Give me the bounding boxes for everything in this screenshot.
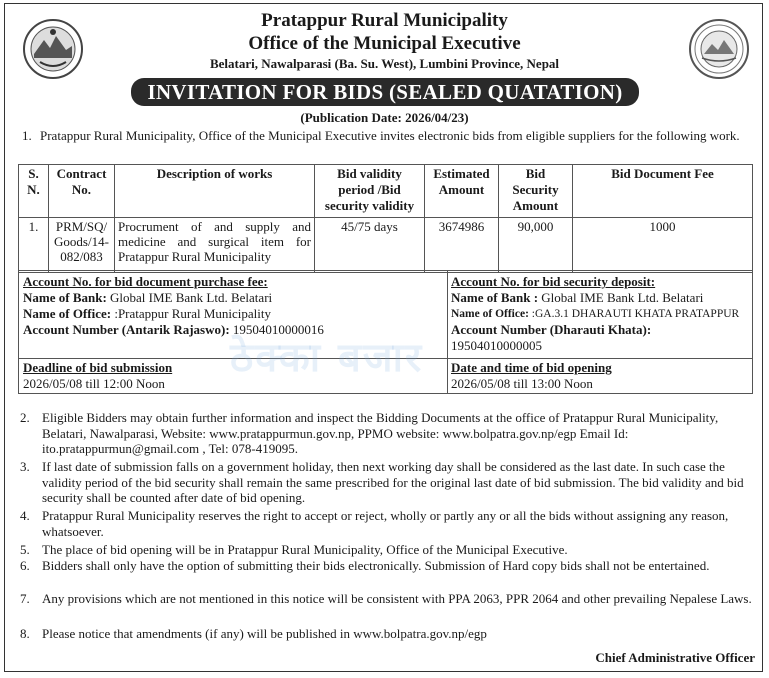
cell-sn: 1. [19,218,49,273]
table-header: Contract No. [49,165,115,218]
note-paragraph: Pratappur Rural Municipality reserves the right to accept or reject, wholly or partly any or all the bids without assigning any reason, whatsoever. [42,508,729,539]
fee-bank-line: Name of Bank: Global IME Bank Ltd. Belatari [23,290,273,305]
opening-title: Date and time of bid opening [451,360,612,375]
fee-office-line: Name of Office: :Pratappur Rural Municipality [23,306,272,321]
fee-account-number-line: Account Number (Antarik Rajaswo): 19504010000016 [23,322,324,337]
table-header: Bid Document Fee [573,165,753,218]
publication-date: (Publication Date: 2026/04/23) [300,110,469,125]
item-number: 4. [20,508,30,523]
cell-validity: 45/75 days [315,218,425,273]
note-paragraph: Bidders shall only have the option of submitting their bids electronically. Submission of Hard copy bids shall not be entertained. [42,558,710,573]
table-header: Bid Security Amount [499,165,573,218]
notice-title-banner: INVITATION FOR BIDS (SEALED QUATATION) [131,78,639,106]
cell-contract-no: PRM/SQ/ Goods/14- 082/083 [49,218,115,273]
note-paragraph: The place of bid opening will be in Pratappur Rural Municipality, Office of the Municipal Executive. [42,542,568,557]
item-number: 8. [20,626,30,641]
table-header: S. N. [19,165,49,218]
cell-estimated-amount: 3674986 [425,218,499,273]
note-paragraph: If last date of submission falls on a government holiday, then next working day shall be considered as the last date. In such case the validity period of the bid security shall remain the same prescribed for the original last date of bid submission. The bid validity and bid security shall be counted after date of bid opening. [42,459,744,505]
note-paragraph: Any provisions which are not mentioned in this notice will be consistent with PPA 2063, PPR 2064 and other prevailing Nepalese Laws. [42,591,752,606]
signatory-title: Chief Administrative Officer [595,650,755,665]
table-header: Description of works [115,165,315,218]
item-number: 1. [22,128,32,143]
bid-table [18,164,753,273]
table-header: Estimated Amount [425,165,499,218]
item-number: 6. [20,558,30,573]
cell-description: Procrument of and supply and medicine and surgical item for Pratappur Rural Municipality [115,218,315,273]
security-account-number-label: Account Number (Dharauti Khata): [451,322,652,337]
security-bank-line: Name of Bank : Global IME Bank Ltd. Belatari [451,290,704,305]
security-account-number: 19504010000005 [451,338,542,353]
security-account-title: Account No. for bid security deposit: [451,274,656,289]
intro-paragraph: Pratappur Rural Municipality, Office of the Municipal Executive invites electronic bids from eligible suppliers for the following work. [40,128,740,143]
office-address: Belatari, Nawalparasi (Ba. Su. West), Lumbini Province, Nepal [209,56,560,71]
item-number: 5. [20,542,30,557]
opening-value: 2026/05/08 till 13:00 Noon [451,376,593,391]
table-row [19,218,753,273]
municipality-name: Pratappur Rural Municipality [261,10,508,31]
cell-document-fee: 1000 [573,218,753,273]
note-paragraph: Eligible Bidders may obtain further information and inspect the Bidding Documents at the office of Pratappur Rural Municipality, Belatari, Nawalparasi, Website: www.pratappurmun.gov.np, PPMO website: www.bolpatra.gov.np/egp Email Id: ito.pratappurmun@gmail.com , Tel: 078-419095. [42,410,719,456]
deadline-value: 2026/05/08 till 12:00 Noon [23,376,165,391]
cell-security-amount: 90,000 [499,218,573,273]
note-paragraph: Please notice that amendments (if any) will be published in www.bolpatra.gov.np/egp [42,626,487,641]
divider [447,271,448,393]
table-header-row [19,165,753,218]
table-header: Bid validity period /Bid security validity [315,165,425,218]
item-number: 3. [20,459,30,474]
fee-account-title: Account No. for bid document purchase fee: [23,274,268,289]
item-number: 2. [20,410,30,425]
deadline-title: Deadline of bid submission [23,360,173,375]
watermark: ठेक्का बजार [230,335,424,381]
item-number: 7. [20,591,30,606]
office-name: Office of the Municipal Executive [248,33,521,54]
security-office-line: Name of Office: :GA.3.1 DHARAUTI KHATA PRATAPPUR [451,308,740,320]
